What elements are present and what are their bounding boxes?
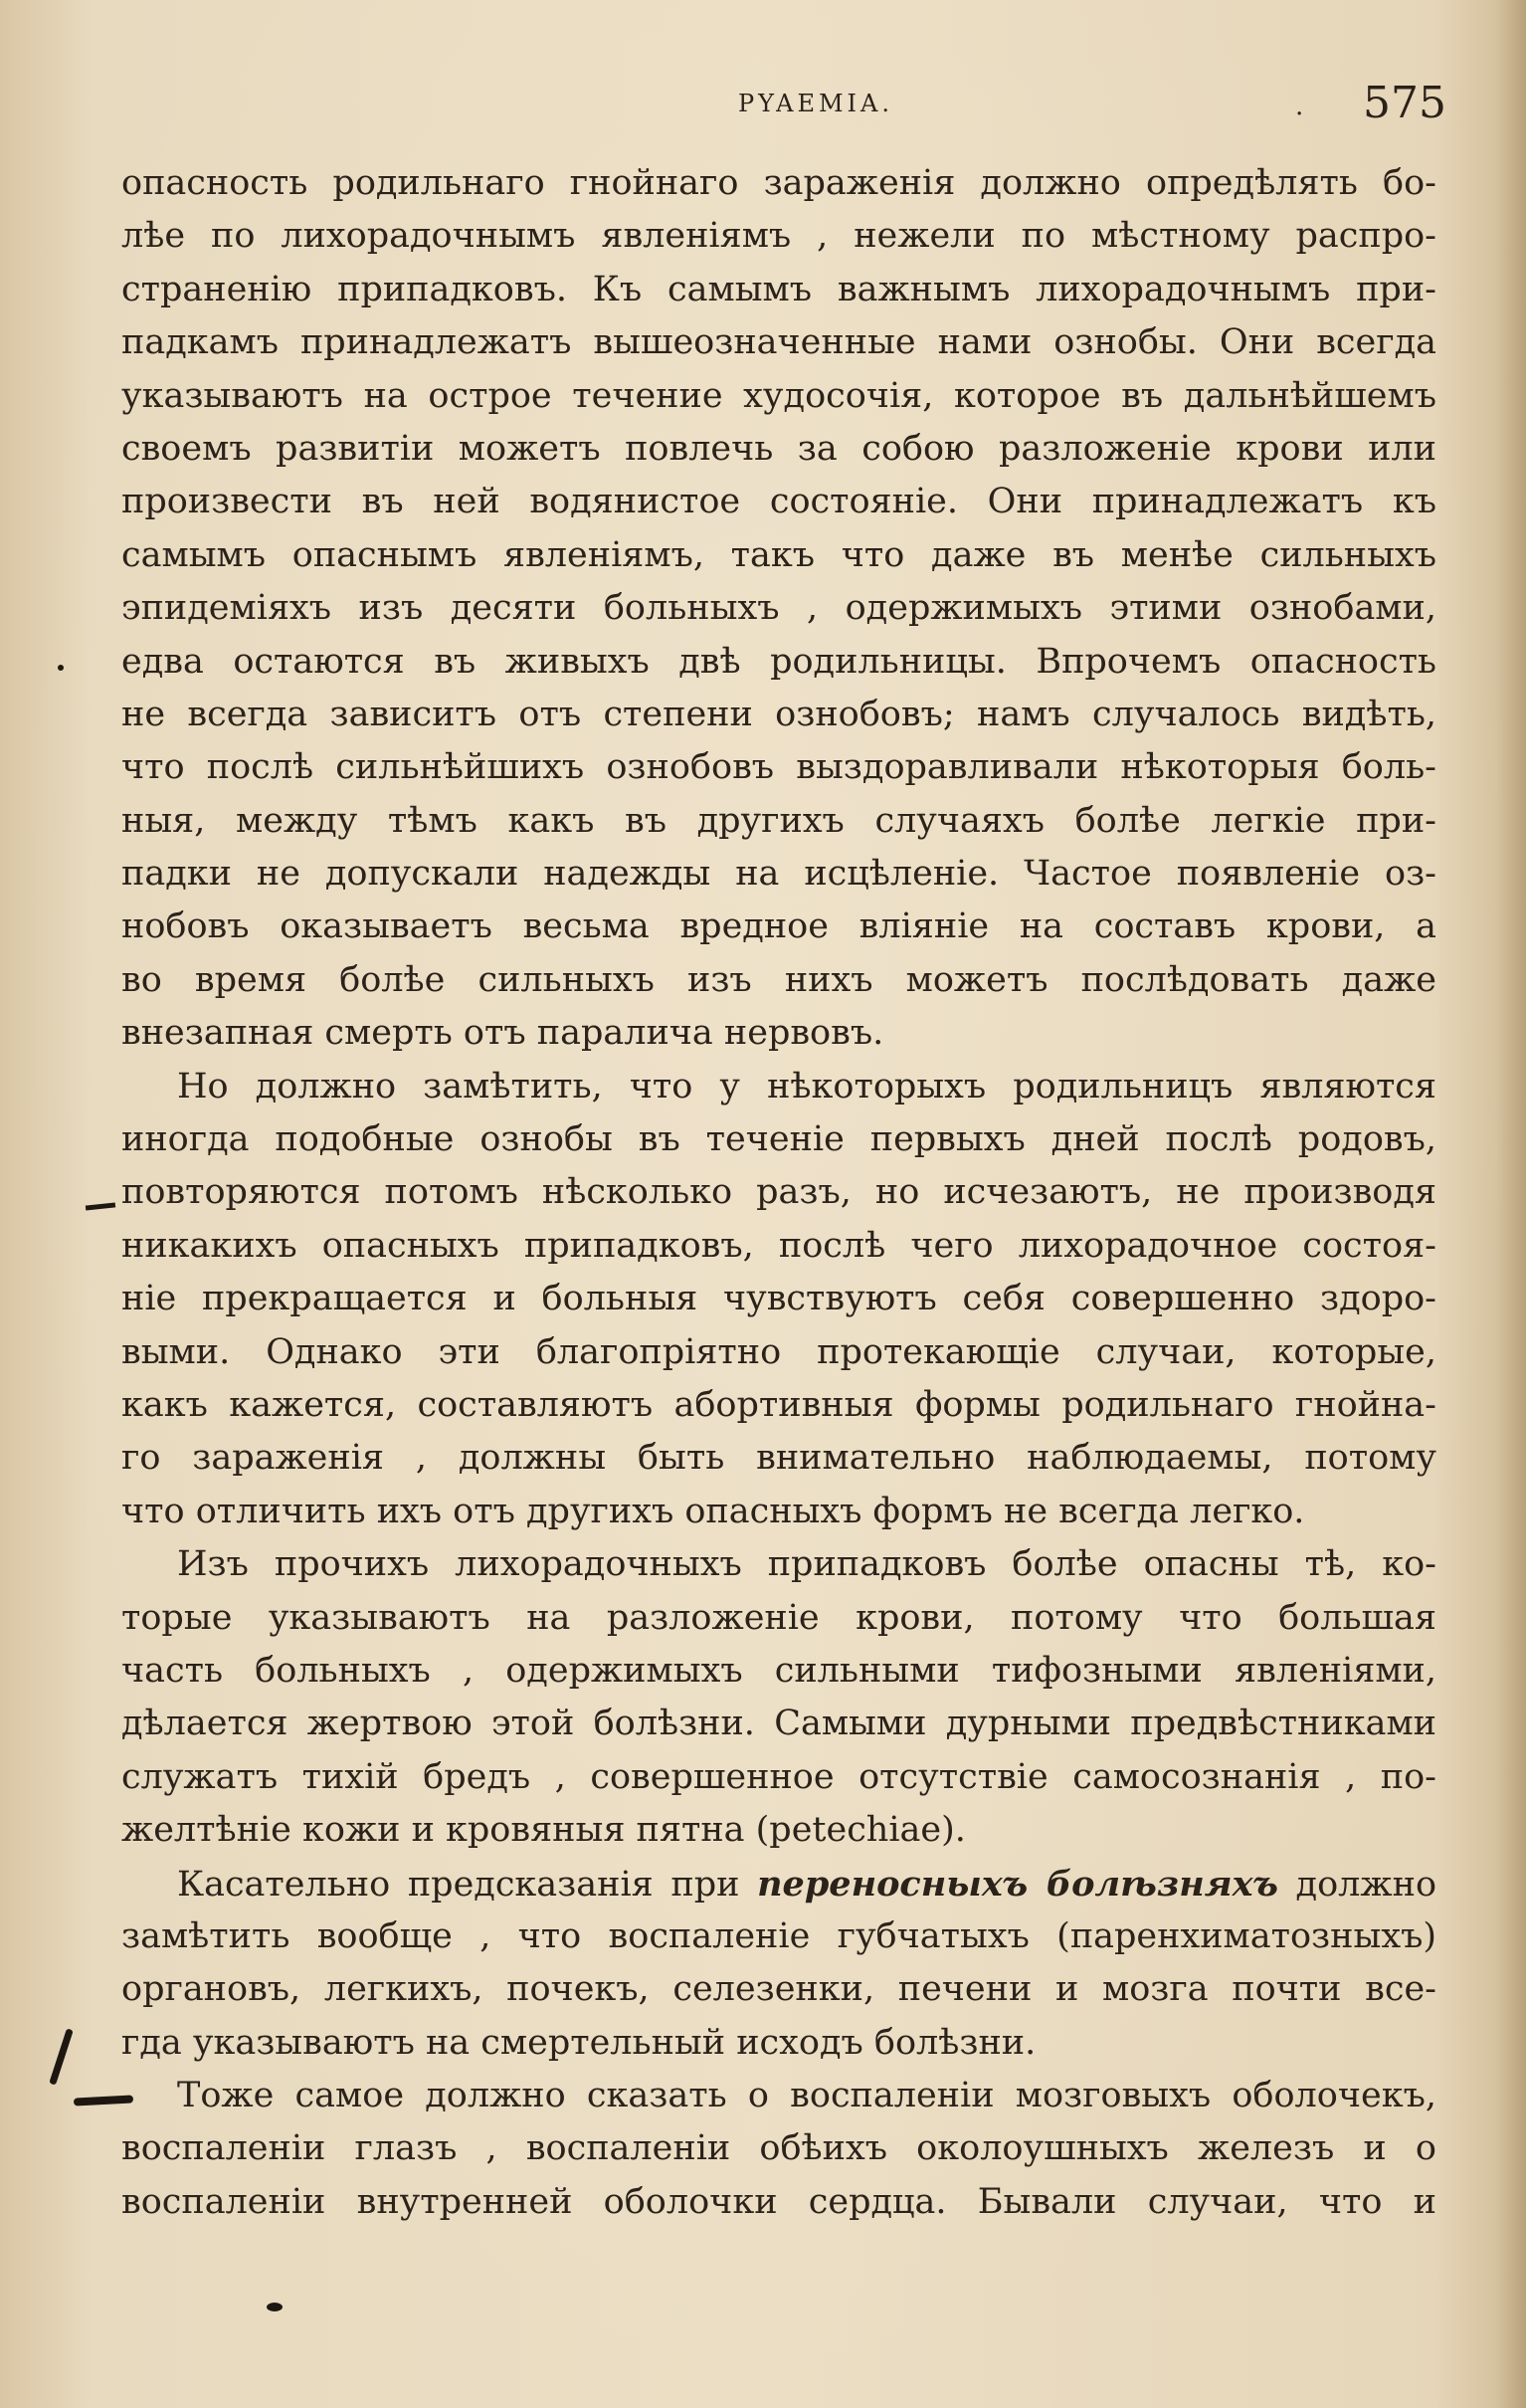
text-line: Но должно замѣтить, что у нѣкоторыхъ родильницъ являются bbox=[177, 1066, 1436, 1106]
text-run: должно bbox=[1277, 1864, 1437, 1905]
text-line: лѣе по лихорадочнымъ явленіямъ , нежели по мѣстному распро- bbox=[121, 216, 1436, 257]
margin-dot-mark bbox=[58, 665, 64, 671]
text-line: воспаленіи внутренней оболочки сердца. Бывали случаи, что и bbox=[121, 2181, 1436, 2222]
text-line: своемъ развитіи можетъ повлечь за собою разложеніе крови или bbox=[121, 428, 1436, 469]
running-head bbox=[0, 78, 1526, 137]
emphasis-text: переносныхъ болѣзняхъ bbox=[757, 1863, 1278, 1905]
text-line: опасность родильнаго гнойнаго зараженія должно опредѣлять бо- bbox=[121, 163, 1436, 203]
text-line: замѣтить вообще , что воспаленіе губчатыхъ (паренхиматозныхъ) bbox=[121, 1915, 1436, 1956]
margin-stroke-mark bbox=[49, 2028, 74, 2085]
text-line: дѣлается жертвою этой болѣзни. Самыми дурными предвѣстниками bbox=[121, 1704, 1436, 1744]
text-line: самымъ опаснымъ явленіямъ, такъ что даже въ менѣе сильныхъ bbox=[121, 534, 1436, 575]
text-line: ныя, между тѣмъ какъ въ другихъ случаяхъ болѣе легкіе при- bbox=[121, 800, 1436, 841]
text-line: не всегда зависитъ отъ степени ознобовъ; намъ случалось видѣть, bbox=[121, 694, 1436, 734]
text-line: служатъ тихій бредъ , совершенное отсутствіе самосознанія , по- bbox=[121, 1756, 1436, 1797]
text-line: Изъ прочихъ лихорадочныхъ припадковъ болѣе опасны тѣ, ко- bbox=[177, 1544, 1436, 1585]
text-line: Тоже самое должно сказать о воспаленіи мозговыхъ оболочекъ, bbox=[177, 2076, 1436, 2116]
text-line: ніе прекращается и больныя чувствуютъ себя совершенно здоро- bbox=[121, 1279, 1436, 1319]
text-line: часть больныхъ , одержимыхъ сильными тифозными явленіями, bbox=[121, 1650, 1436, 1691]
running-title: PYAEMIA. bbox=[738, 90, 893, 117]
text-line: го зараженія , должны быть внимательно наблюдаемы, потому bbox=[121, 1438, 1436, 1479]
page-edge-shadow bbox=[1496, 0, 1526, 2408]
margin-dash-mark bbox=[86, 1202, 115, 1210]
text-line: никакихъ опасныхъ припадковъ, послѣ чего лихорадочное состоя- bbox=[121, 1225, 1436, 1266]
text-line: какъ кажется, составляютъ абортивныя формы родильнаго гнойна- bbox=[121, 1384, 1436, 1425]
text-run: Касательно предсказанія при bbox=[177, 1864, 758, 1905]
text-line: едва остаются въ живыхъ двѣ родильницы. Впрочемъ опасность bbox=[121, 641, 1436, 682]
text-line: повторяются потомъ нѣсколько разъ, но исчезаютъ, не производя bbox=[121, 1172, 1436, 1213]
text-line: страненію припадковъ. Къ самымъ важнымъ лихорадочнымъ при- bbox=[121, 269, 1436, 309]
text-line: воспаленіи глазъ , воспаленіи обѣихъ околоушныхъ железъ и о bbox=[121, 2128, 1436, 2169]
text-line: иногда подобные ознобы въ теченіе первыхъ дней послѣ родовъ, bbox=[121, 1119, 1436, 1160]
text-line: внезапная смерть отъ паралича нервовъ. bbox=[121, 1013, 884, 1054]
text-line: желтѣніе кожи и кровяныя пятна (petechiae). bbox=[121, 1810, 966, 1851]
text-line: нобовъ оказываетъ весьма вредное вліяніе на составъ крови, а bbox=[121, 906, 1436, 947]
text-line: органовъ, легкихъ, почекъ, селезенки, печени и мозга почти все- bbox=[121, 1969, 1436, 2010]
text-line: падкамъ принадлежатъ вышеозначенные нами ознобы. Они всегда bbox=[121, 322, 1436, 363]
text-line: что отличить ихъ отъ другихъ опасныхъ формъ не всегда легко. bbox=[121, 1491, 1305, 1531]
page-number: 575 bbox=[1363, 78, 1446, 128]
body-text bbox=[121, 157, 1436, 2229]
text-line: падки не допускали надежды на исцѣленіе. Частое появленіе оз- bbox=[121, 854, 1436, 895]
text-line: выми. Однако эти благопріятно протекающіе случаи, которые, bbox=[121, 1331, 1436, 1372]
text-line-with-emphasis bbox=[121, 1858, 1436, 1910]
text-line: торые указываютъ на разложеніе крови, потому что большая bbox=[121, 1597, 1436, 1638]
running-head-dot: . bbox=[1295, 92, 1304, 121]
text-line: указываютъ на острое течение худосочія, которое въ дальнѣйшемъ bbox=[121, 375, 1436, 416]
text-line: произвести въ ней водянистое состояніе. Они принадлежатъ къ bbox=[121, 482, 1436, 522]
text-line: гда указываютъ на смертельный исходъ болѣзни. bbox=[121, 2022, 1037, 2063]
text-line: во время болѣе сильныхъ изъ нихъ можетъ послѣдовать даже bbox=[121, 959, 1436, 1000]
text-line: эпидеміяхъ изъ десяти больныхъ , одержимыхъ этими ознобами, bbox=[121, 588, 1436, 629]
bottom-blot-mark bbox=[267, 2303, 283, 2311]
text-line: что послѣ сильнѣйшихъ ознобовъ выздоравливали нѣкоторыя боль- bbox=[121, 747, 1436, 788]
